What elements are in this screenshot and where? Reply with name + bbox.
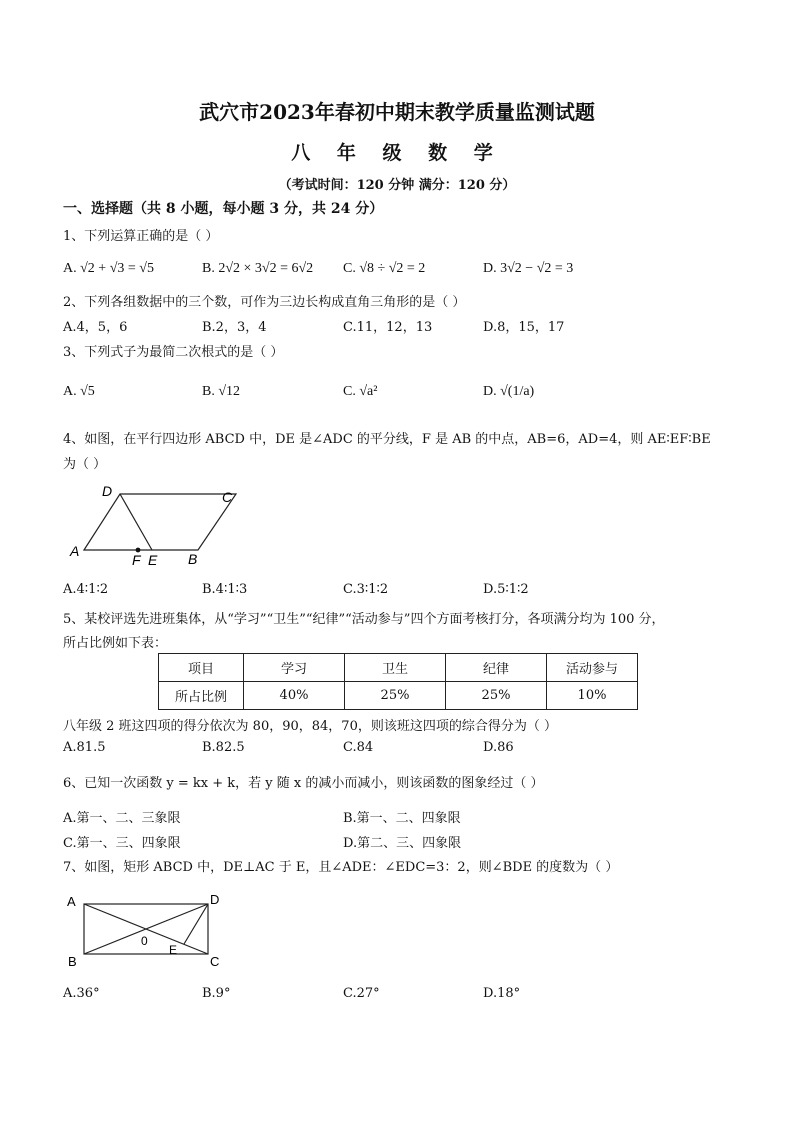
segment-de: [184, 904, 208, 944]
page-title: 武穴市2023年春初中期末教学质量监测试题: [199, 100, 595, 124]
question-3-option-d: D. √(1/a): [483, 384, 535, 399]
question-6-stem: 6、已知一次函数 y = kx + k，若 y 随 x 的减小而减小，则该函数的图象经过（ ）: [63, 776, 544, 791]
exam-info: （考试时间：120 分钟 满分：120 分）: [278, 178, 516, 193]
parallelogram-figure: [62, 478, 252, 574]
segment-de: [120, 494, 152, 550]
table-header-cell: 卫生: [345, 654, 446, 682]
question-4-option-d: D.5∶1∶2: [483, 582, 529, 597]
label-e: E: [148, 552, 158, 568]
question-5-option-c: C.84: [343, 740, 374, 755]
question-6-option-b: B.第一、二、四象限: [343, 811, 461, 826]
question-1-option-b: B. 2√2 × 3√2 = 6√2: [202, 261, 314, 276]
question-5-option-a: A.81.5: [63, 740, 106, 755]
question-7-option-c: C.27°: [343, 986, 380, 1001]
question-7-option-d: D.18°: [483, 986, 521, 1001]
question-3-stem: 3、下列式子为最简二次根式的是（ ）: [63, 345, 284, 360]
question-6-option-c: C.第一、三、四象限: [63, 836, 181, 851]
question-3-option-b: B. √12: [202, 384, 241, 399]
subject-title: 八 年 级 数 学: [291, 142, 503, 164]
label-c: C: [222, 489, 233, 505]
table-cell: 10%: [547, 682, 638, 710]
table-row: [159, 682, 638, 710]
question-5-stem-line2: 所占比例如下表：: [63, 636, 168, 651]
table-cell: 25%: [345, 682, 446, 710]
question-5-stem-line3: 八年级 2 班这四项的得分依次为 80，90，84，70，则该班这四项的综合得分为（ ）: [63, 719, 557, 734]
question-5-option-d: D.86: [483, 740, 514, 755]
question-3-option-a: A. √5: [63, 384, 95, 399]
question-3-option-c: C. √a²: [343, 384, 378, 399]
label-a: A: [70, 543, 80, 559]
question-7-option-b: B.9°: [202, 986, 231, 1001]
question-4-option-a: A.4∶1∶2: [63, 582, 109, 597]
question-1-stem: 1、下列运算正确的是（ ）: [63, 229, 219, 244]
question-1-option-c: C. √8 ÷ √2 = 2: [343, 261, 426, 276]
table-header-cell: 纪律: [446, 654, 547, 682]
question-4-stem-line1: 4、如图，在平行四边形 ABCD 中，DE 是∠ADC 的平分线，F 是 AB 的中点，AB=6，AD=4，则 AE∶EF∶BE: [63, 432, 711, 447]
question-2-option-b: B.2，3，4: [202, 320, 267, 335]
section-heading: 一、选择题（共 8 小题，每小题 3 分，共 24 分）: [63, 201, 384, 217]
question-6-option-a: A.第一、二、三象限: [63, 811, 181, 826]
question-2-stem: 2、下列各组数据中的三个数，可作为三边长构成直角三角形的是（ ）: [63, 295, 466, 310]
question-1-option-d: D. 3√2 − √2 = 3: [483, 261, 574, 276]
weight-table: [158, 653, 638, 710]
question-2-option-a: A.4，5，6: [63, 320, 128, 335]
question-4-option-c: C.3∶1∶2: [343, 582, 389, 597]
label-c: C: [210, 954, 220, 969]
question-4-option-b: B.4∶1∶3: [202, 582, 248, 597]
label-d: D: [102, 483, 113, 499]
question-6-option-d: D.第二、三、四象限: [343, 836, 462, 851]
label-d: D: [210, 892, 220, 907]
parallelogram-abcd: [84, 494, 236, 550]
question-4-stem-line2: 为（ ）: [63, 457, 107, 472]
label-e: E: [169, 943, 178, 957]
table-header-cell: 项目: [159, 654, 244, 682]
question-7-stem: 7、如图，矩形 ABCD 中，DE⊥AC 于 E，且∠ADE：∠EDC=3：2，则∠BDE 的度数为（ ）: [63, 860, 619, 875]
question-7-option-a: A.36°: [63, 986, 100, 1001]
question-2-option-c: C.11，12，13: [343, 320, 433, 335]
label-b: B: [68, 954, 77, 969]
question-5-stem-line1: 5、某校评选先进班集体，从“学习”“卫生”“纪律”“活动参与”四个方面考核打分，各项满分均为 100 分，: [63, 612, 665, 627]
table-cell: 25%: [446, 682, 547, 710]
table-cell: 所占比例: [159, 682, 244, 710]
question-1-option-a: A. √2 + √3 = √5: [63, 261, 154, 276]
table-header-row: [159, 654, 638, 682]
label-a: A: [67, 894, 76, 909]
table-header-cell: 学习: [244, 654, 345, 682]
table-cell: 40%: [244, 682, 345, 710]
label-b: B: [188, 551, 198, 567]
label-o: 0: [141, 934, 148, 948]
question-2-option-d: D.8，15，17: [483, 320, 565, 335]
question-5-option-b: B.82.5: [202, 740, 245, 755]
label-f: F: [132, 552, 141, 568]
rectangle-figure: [62, 888, 232, 970]
table-header-cell: 活动参与: [547, 654, 638, 682]
